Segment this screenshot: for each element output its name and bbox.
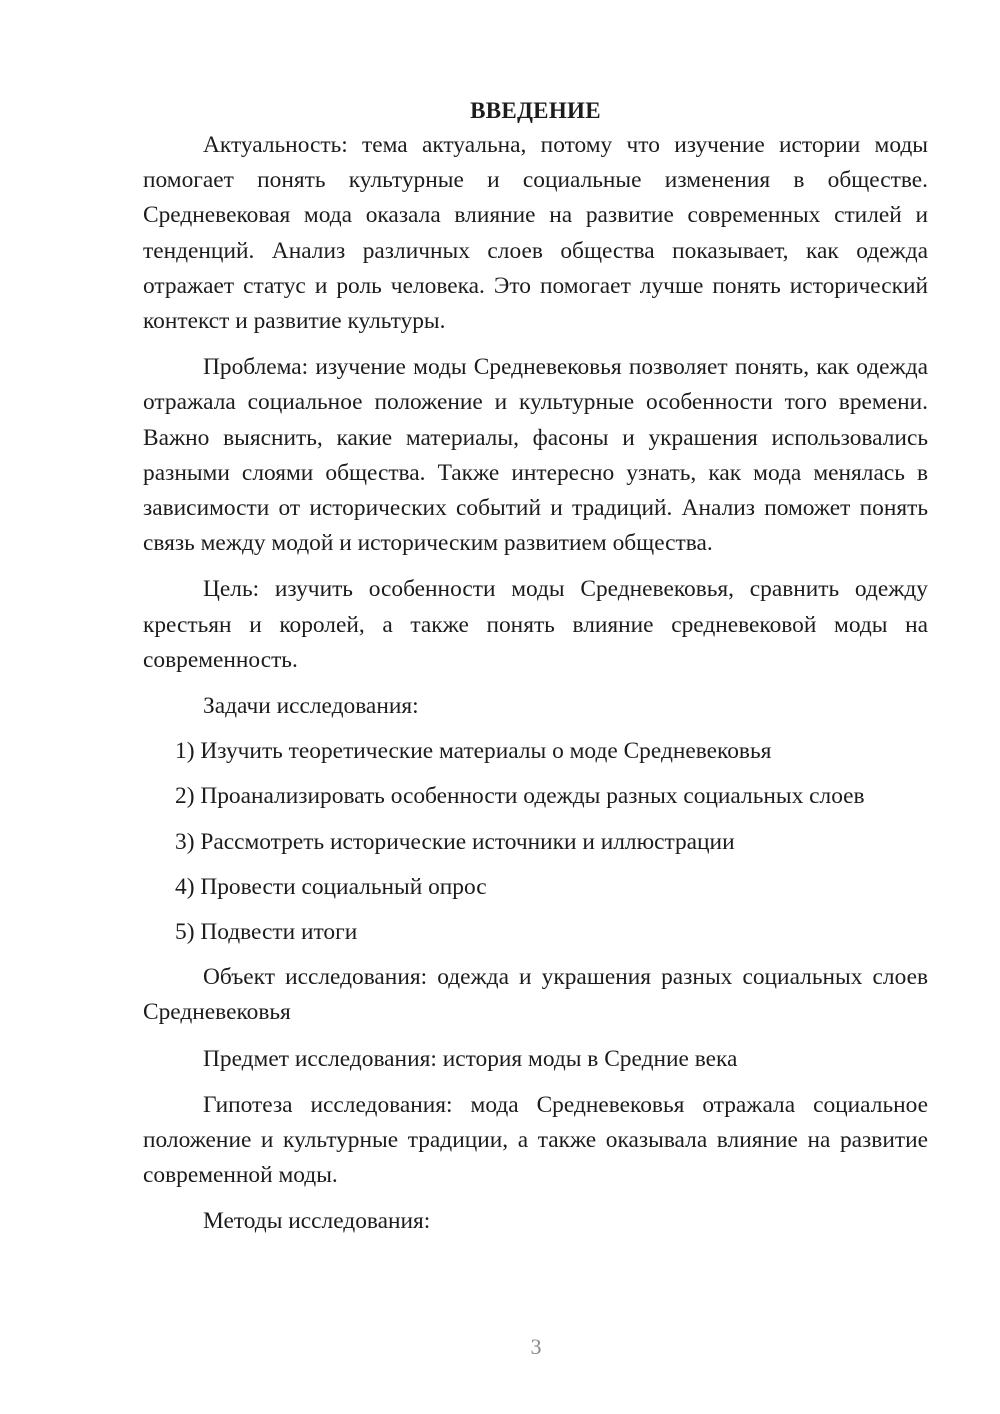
list-item: 3) Рассмотреть исторические источники и иллюстрации [175,828,735,855]
goal-paragraph: Цель: изучить особенности моды Средневековья, сравнить одежду крестьян и королей, а также понять влияние средневековой моды на современность. [143,576,928,673]
methods-heading: Методы исследования: [203,1208,431,1235]
section-title: ВВЕДЕНИЕ [470,98,601,123]
list-item: 4) Провести социальный опрос [175,873,487,900]
relevance-paragraph: Актуальность: тема актуальна, потому что изучение истории моды помогает понять культурные и социальные изменения в обществе. Средневековая мода оказала влияние на развитие современных стилей и тенденций. Анализ различных слоев общества показывает, как одежда отражает статус и роль человека. Это помогает лучше понять исторический контекст и развитие культуры. [143,132,928,335]
object-paragraph: Объект исследования: одежда и украшения разных социальных слоев Средневековья [143,964,928,1026]
page-number: 3 [530,1334,542,1359]
subject-paragraph: Предмет исследования: история моды в Средние века [203,1045,738,1072]
tasks-list [143,734,928,950]
list-item: 5) Подвести итоги [175,919,358,946]
hypothesis-paragraph: Гипотеза исследования: мода Средневековья отражала социальное положение и культурные традиции, а также оказывала влияние на развитие современной моды. [143,1091,928,1189]
tasks-heading: Задачи исследования: [203,693,419,720]
list-item: 2) Проанализировать особенности одежды разных социальных слоев [175,783,865,810]
document-page [143,94,928,1250]
problem-paragraph: Проблема: изучение моды Средневековья позволяет понять, как одежда отражала социальное положение и культурные особенности того времени. Важно выяснить, какие материалы, фасоны и украшения использовались разными слоями общества. Также интересно узнать, как мода менялась в зависимости от исторических событий и традиций. Анализ поможет понять связь между модой и историческим развитием общества. [143,354,928,557]
list-item: 1) Изучить теоретические материалы о моде Средневековья [175,738,772,765]
